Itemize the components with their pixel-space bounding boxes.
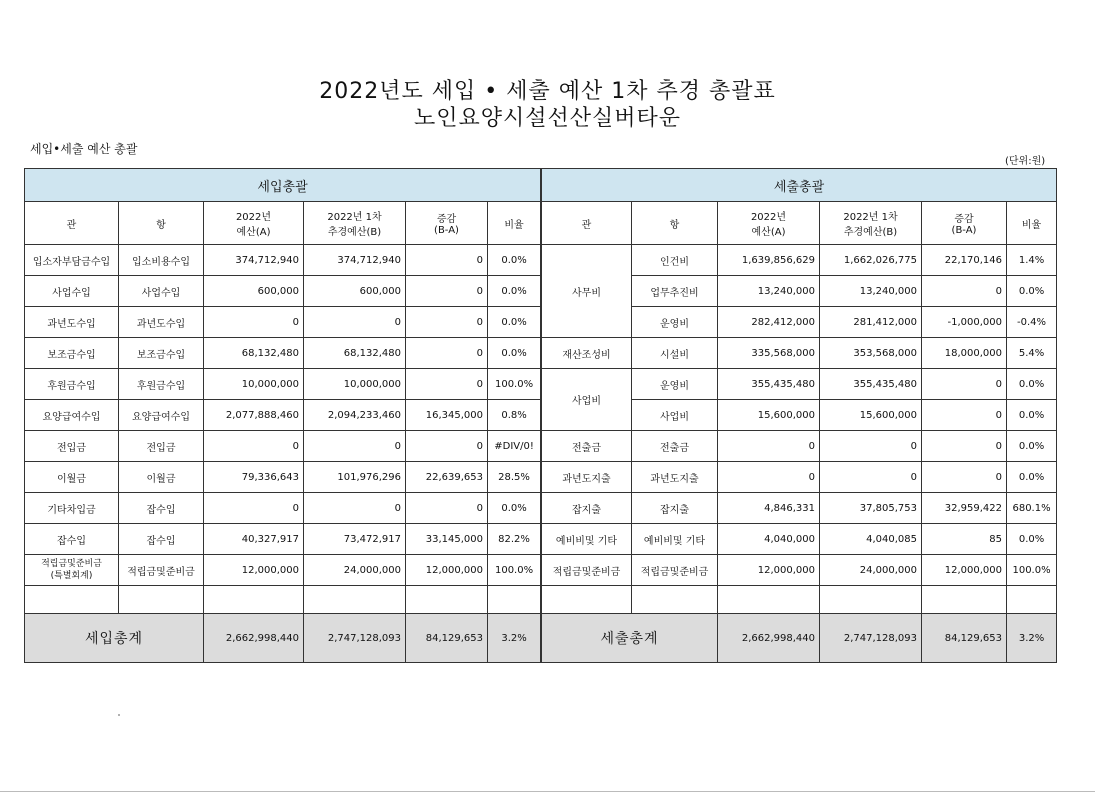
budget-b-cell: 0 bbox=[820, 431, 922, 462]
budget-b-cell: 24,000,000 bbox=[304, 555, 406, 586]
budget-b-cell: 68,132,480 bbox=[304, 338, 406, 369]
gwan-cell: 잡수입 bbox=[25, 524, 119, 555]
diff-cell: 22,639,653 bbox=[406, 462, 488, 493]
diff-cell: 12,000,000 bbox=[922, 555, 1007, 586]
diff-cell: 0 bbox=[922, 400, 1007, 431]
budget-a-cell: 0 bbox=[718, 462, 820, 493]
hang-cell: 잡수입 bbox=[119, 524, 204, 555]
total-diff: 84,129,653 bbox=[922, 614, 1007, 663]
table-row bbox=[25, 462, 541, 493]
budget-b-cell: 374,712,940 bbox=[304, 245, 406, 276]
table-row bbox=[25, 400, 541, 431]
total-budget-a: 2,662,998,440 bbox=[718, 614, 820, 663]
diff-cell: 12,000,000 bbox=[406, 555, 488, 586]
col-header: 2022년 예산(A) bbox=[718, 202, 820, 245]
table-row bbox=[542, 493, 1057, 524]
budget-a-cell: 10,000,000 bbox=[204, 369, 304, 400]
diff-cell: 0 bbox=[922, 431, 1007, 462]
gwan-cell: 요양급여수입 bbox=[25, 400, 119, 431]
table-row bbox=[542, 338, 1057, 369]
budget-b-cell: 0 bbox=[304, 307, 406, 338]
budget-a-cell: 4,040,000 bbox=[718, 524, 820, 555]
budget-b-cell: 13,240,000 bbox=[820, 276, 922, 307]
ratio-cell: #DIV/0! bbox=[488, 431, 541, 462]
diff-cell: 85 bbox=[922, 524, 1007, 555]
budget-b-cell: 15,600,000 bbox=[820, 400, 922, 431]
table-row bbox=[542, 524, 1057, 555]
budget-a-cell: 282,412,000 bbox=[718, 307, 820, 338]
unit-note: (단위:원) bbox=[1005, 156, 1046, 167]
hang-cell: 이월금 bbox=[119, 462, 204, 493]
diff-cell: -1,000,000 bbox=[922, 307, 1007, 338]
col-header: 증감 (B-A) bbox=[922, 202, 1007, 245]
ratio-cell: 5.4% bbox=[1007, 338, 1057, 369]
col-header: 항 bbox=[632, 202, 718, 245]
hang-cell: 입소비용수입 bbox=[119, 245, 204, 276]
gwan-cell: 사업수입 bbox=[25, 276, 119, 307]
budget-a-cell: 40,327,917 bbox=[204, 524, 304, 555]
diff-cell: 22,170,146 bbox=[922, 245, 1007, 276]
total-label: 세입총계 bbox=[25, 614, 204, 663]
budget-b-cell: 0 bbox=[304, 493, 406, 524]
budget-a-cell: 1,639,856,629 bbox=[718, 245, 820, 276]
diff-cell: 0 bbox=[406, 245, 488, 276]
gwan-cell: 입소자부담금수입 bbox=[25, 245, 119, 276]
budget-a-cell: 0 bbox=[718, 431, 820, 462]
hang-cell: 잡지출 bbox=[632, 493, 718, 524]
total-budget-a: 2,662,998,440 bbox=[204, 614, 304, 663]
budget-a-cell: 68,132,480 bbox=[204, 338, 304, 369]
total-diff: 84,129,653 bbox=[406, 614, 488, 663]
hang-cell: 보조금수입 bbox=[119, 338, 204, 369]
ratio-cell: 1.4% bbox=[1007, 245, 1057, 276]
hang-cell: 적립금및준비금 bbox=[119, 555, 204, 586]
hang-cell: 사업비 bbox=[632, 400, 718, 431]
hang-cell: 운영비 bbox=[632, 307, 718, 338]
expense-table bbox=[541, 168, 1057, 663]
gwan-cell: 과년도지출 bbox=[542, 462, 632, 493]
ratio-cell: 0.0% bbox=[1007, 400, 1057, 431]
diff-cell: 0 bbox=[406, 338, 488, 369]
table-row bbox=[542, 245, 1057, 276]
table-row bbox=[25, 307, 541, 338]
ratio-cell: 28.5% bbox=[488, 462, 541, 493]
total-label: 세출총계 bbox=[542, 614, 718, 663]
col-header: 비율 bbox=[488, 202, 541, 245]
gwan-cell: 전입금 bbox=[25, 431, 119, 462]
budget-b-cell: 101,976,296 bbox=[304, 462, 406, 493]
hang-cell: 업무추진비 bbox=[632, 276, 718, 307]
hang-cell: 잡수입 bbox=[119, 493, 204, 524]
total-budget-b: 2,747,128,093 bbox=[820, 614, 922, 663]
gwan-cell: 적립금및준비금 (특별회계) bbox=[25, 555, 119, 586]
gwan-cell: 과년도수입 bbox=[25, 307, 119, 338]
gwan-cell: 전출금 bbox=[542, 431, 632, 462]
ratio-cell: 0.0% bbox=[1007, 524, 1057, 555]
col-header: 2022년 1차 추경예산(B) bbox=[820, 202, 922, 245]
budget-a-cell: 15,600,000 bbox=[718, 400, 820, 431]
organization-name: 노인요양시설선산실버타운 bbox=[413, 106, 682, 131]
table-row bbox=[542, 369, 1057, 400]
page-edge bbox=[0, 791, 1095, 792]
ratio-cell: 82.2% bbox=[488, 524, 541, 555]
income-total-row bbox=[25, 614, 541, 663]
budget-a-cell: 4,846,331 bbox=[718, 493, 820, 524]
income-table bbox=[24, 168, 541, 663]
hang-cell: 요양급여수입 bbox=[119, 400, 204, 431]
diff-cell: 0 bbox=[406, 276, 488, 307]
diff-cell: 0 bbox=[922, 462, 1007, 493]
section-subtitle: 세입•세출 예산 총괄 bbox=[30, 142, 138, 156]
scan-speck bbox=[118, 714, 120, 716]
gwan-cell: 예비비및 기타 bbox=[542, 524, 632, 555]
gwan-cell: 적립금및준비금 bbox=[542, 555, 632, 586]
table-row bbox=[25, 338, 541, 369]
diff-cell: 0 bbox=[406, 431, 488, 462]
budget-a-cell: 2,077,888,460 bbox=[204, 400, 304, 431]
diff-cell: 0 bbox=[406, 369, 488, 400]
table-row bbox=[25, 524, 541, 555]
budget-a-cell: 600,000 bbox=[204, 276, 304, 307]
hang-cell: 과년도수입 bbox=[119, 307, 204, 338]
col-header: 2022년 예산(A) bbox=[204, 202, 304, 245]
diff-cell: 18,000,000 bbox=[922, 338, 1007, 369]
table-row bbox=[542, 462, 1057, 493]
document-title: 2022년도 세입 • 세출 예산 1차 추경 총괄표 bbox=[319, 79, 776, 104]
col-header: 관 bbox=[25, 202, 119, 245]
hang-cell: 전입금 bbox=[119, 431, 204, 462]
col-header: 비율 bbox=[1007, 202, 1057, 245]
gwan-cell: 잡지출 bbox=[542, 493, 632, 524]
gwan-cell: 기타차입금 bbox=[25, 493, 119, 524]
gwan-cell: 보조금수입 bbox=[25, 338, 119, 369]
budget-b-cell: 37,805,753 bbox=[820, 493, 922, 524]
total-ratio: 3.2% bbox=[1007, 614, 1057, 663]
total-budget-b: 2,747,128,093 bbox=[304, 614, 406, 663]
hang-cell: 후원금수입 bbox=[119, 369, 204, 400]
table-row bbox=[542, 431, 1057, 462]
diff-cell: 33,145,000 bbox=[406, 524, 488, 555]
budget-b-cell: 0 bbox=[820, 462, 922, 493]
ratio-cell: 0.0% bbox=[1007, 369, 1057, 400]
table-row bbox=[25, 276, 541, 307]
diff-cell: 0 bbox=[922, 276, 1007, 307]
hang-cell: 전출금 bbox=[632, 431, 718, 462]
ratio-cell: 0.0% bbox=[488, 276, 541, 307]
col-header: 관 bbox=[542, 202, 632, 245]
budget-b-cell: 73,472,917 bbox=[304, 524, 406, 555]
ratio-cell: 0.8% bbox=[488, 400, 541, 431]
hang-cell: 인건비 bbox=[632, 245, 718, 276]
table-row bbox=[25, 493, 541, 524]
ratio-cell: 100.0% bbox=[488, 555, 541, 586]
ratio-cell: 0.0% bbox=[488, 307, 541, 338]
gwan-cell: 후원금수입 bbox=[25, 369, 119, 400]
hang-cell: 운영비 bbox=[632, 369, 718, 400]
ratio-cell: 100.0% bbox=[488, 369, 541, 400]
col-header: 2022년 1차 추경예산(B) bbox=[304, 202, 406, 245]
budget-a-cell: 0 bbox=[204, 307, 304, 338]
hang-cell: 사업수입 bbox=[119, 276, 204, 307]
diff-cell: 0 bbox=[406, 493, 488, 524]
budget-a-cell: 0 bbox=[204, 493, 304, 524]
budget-b-cell: 1,662,026,775 bbox=[820, 245, 922, 276]
ratio-cell: 0.0% bbox=[488, 338, 541, 369]
diff-cell: 32,959,422 bbox=[922, 493, 1007, 524]
gwan-cell: 이월금 bbox=[25, 462, 119, 493]
ratio-cell: 0.0% bbox=[488, 245, 541, 276]
budget-a-cell: 335,568,000 bbox=[718, 338, 820, 369]
ratio-cell: -0.4% bbox=[1007, 307, 1057, 338]
budget-b-cell: 24,000,000 bbox=[820, 555, 922, 586]
budget-a-cell: 79,336,643 bbox=[204, 462, 304, 493]
table-row bbox=[25, 555, 541, 586]
ratio-cell: 0.0% bbox=[1007, 431, 1057, 462]
expense-heading: 세출총괄 bbox=[542, 169, 1057, 202]
budget-a-cell: 0 bbox=[204, 431, 304, 462]
budget-b-cell: 0 bbox=[304, 431, 406, 462]
budget-b-cell: 4,040,085 bbox=[820, 524, 922, 555]
table-row bbox=[25, 245, 541, 276]
ratio-cell: 680.1% bbox=[1007, 493, 1057, 524]
col-header: 증감 (B-A) bbox=[406, 202, 488, 245]
diff-cell: 16,345,000 bbox=[406, 400, 488, 431]
gwan-cell: 재산조성비 bbox=[542, 338, 632, 369]
table-row bbox=[25, 431, 541, 462]
budget-a-cell: 12,000,000 bbox=[718, 555, 820, 586]
budget-b-cell: 10,000,000 bbox=[304, 369, 406, 400]
hang-cell: 시설비 bbox=[632, 338, 718, 369]
budget-b-cell: 600,000 bbox=[304, 276, 406, 307]
budget-a-cell: 355,435,480 bbox=[718, 369, 820, 400]
ratio-cell: 100.0% bbox=[1007, 555, 1057, 586]
gwan-cell: 사무비 bbox=[542, 245, 632, 338]
ratio-cell: 0.0% bbox=[488, 493, 541, 524]
income-heading: 세입총괄 bbox=[25, 169, 541, 202]
diff-cell: 0 bbox=[406, 307, 488, 338]
budget-a-cell: 374,712,940 bbox=[204, 245, 304, 276]
hang-cell: 적립금및준비금 bbox=[632, 555, 718, 586]
total-ratio: 3.2% bbox=[488, 614, 541, 663]
table-row bbox=[542, 555, 1057, 586]
budget-b-cell: 353,568,000 bbox=[820, 338, 922, 369]
budget-b-cell: 2,094,233,460 bbox=[304, 400, 406, 431]
budget-a-cell: 12,000,000 bbox=[204, 555, 304, 586]
budget-b-cell: 281,412,000 bbox=[820, 307, 922, 338]
budget-a-cell: 13,240,000 bbox=[718, 276, 820, 307]
hang-cell: 예비비및 기타 bbox=[632, 524, 718, 555]
expense-total-row bbox=[542, 614, 1057, 663]
budget-b-cell: 355,435,480 bbox=[820, 369, 922, 400]
table-row bbox=[25, 369, 541, 400]
gwan-cell: 사업비 bbox=[542, 369, 632, 431]
ratio-cell: 0.0% bbox=[1007, 276, 1057, 307]
hang-cell: 과년도지출 bbox=[632, 462, 718, 493]
col-header: 항 bbox=[119, 202, 204, 245]
ratio-cell: 0.0% bbox=[1007, 462, 1057, 493]
diff-cell: 0 bbox=[922, 369, 1007, 400]
